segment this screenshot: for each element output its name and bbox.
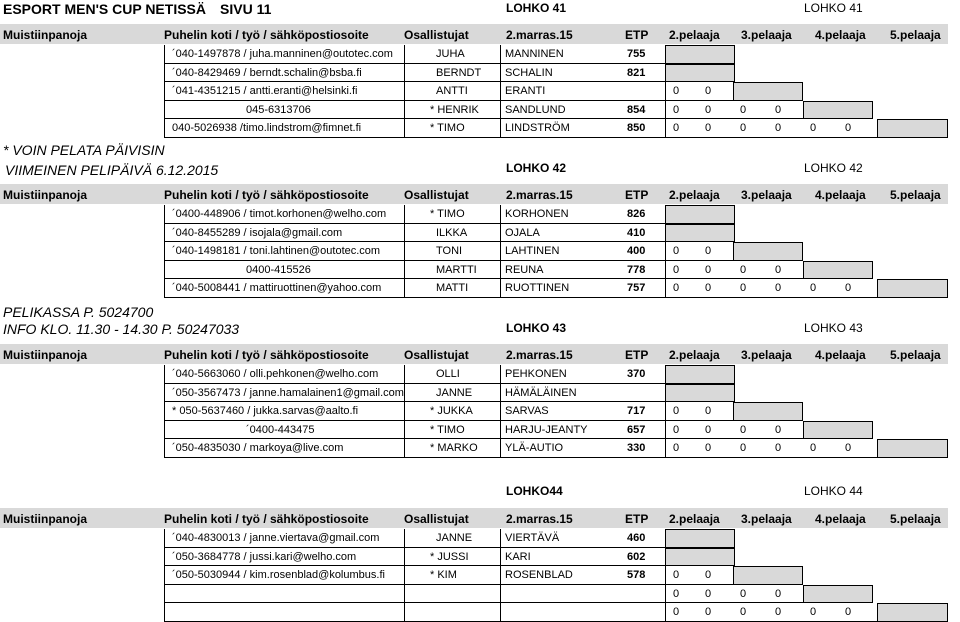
table-row xyxy=(0,529,948,547)
first-name-cell: JANNE xyxy=(436,532,473,544)
player-cell: 0 xyxy=(705,85,712,97)
note-line-3: PELIKASSA P. 5024700 xyxy=(3,304,154,320)
column-header: 4.pelaaja xyxy=(815,28,866,42)
last-name-cell: LAHTINEN xyxy=(505,245,560,257)
column-header: Muistiinpanoja xyxy=(3,188,87,202)
etp-cell: 0 xyxy=(673,405,680,417)
player-cell: 0 xyxy=(705,423,712,436)
grid-line xyxy=(164,457,895,458)
last-name-cell: SARVAS xyxy=(505,405,549,417)
lohko-label-right: LOHKO 44 xyxy=(804,484,863,498)
first-name-cell: * KIM xyxy=(430,569,457,581)
last-name-cell: RUOTTINEN xyxy=(505,282,570,294)
player-cell: 0 xyxy=(775,103,782,116)
player-cell: 0 xyxy=(845,442,852,454)
first-name-cell: * TIMO xyxy=(430,208,465,220)
column-header: 3.pelaaja xyxy=(741,188,792,202)
first-name-cell: BERNDT xyxy=(436,66,482,79)
contact-cell: ´041-4351215 / antti.eranti@helsinki.fi xyxy=(172,85,358,97)
lohko-label: LOHKO 42 xyxy=(506,161,567,175)
etp-cell: 0 xyxy=(673,245,680,257)
first-name-cell: MATTI xyxy=(436,282,469,294)
column-header: 3.pelaaja xyxy=(741,512,792,526)
first-name-cell: JUHA xyxy=(436,48,465,60)
contact-cell: 045-6313706 xyxy=(246,103,311,116)
contact-cell: * 050-5637460 / jukka.sarvas@aalto.fi xyxy=(172,405,359,417)
player-cell: 0 xyxy=(705,122,712,134)
contact-cell: 040-5026938 /timo.lindstrom@fimnet.fi xyxy=(172,122,362,134)
player-cell: 0 xyxy=(740,423,747,436)
contact-cell: ´040-1498181 / toni.lahtinen@outotec.com xyxy=(172,245,381,257)
grid-line xyxy=(164,297,895,298)
note-line-2: VIIMEINEN PELIPÄIVÄ 6.12.2015 xyxy=(5,162,219,178)
last-name-cell: OJALA xyxy=(505,226,540,239)
last-name-cell: REUNA xyxy=(505,263,544,276)
column-header: 2.marras.15 xyxy=(506,188,573,202)
player-cell: 0 xyxy=(740,587,747,600)
table-row xyxy=(0,119,948,137)
first-name-cell: * MARKO xyxy=(430,442,478,454)
column-header: Puhelin koti / työ / sähköpostiosoite xyxy=(164,188,369,202)
note-line-1: * VOIN PELATA PÄIVISIN xyxy=(3,142,165,158)
first-name-cell: * JUSSI xyxy=(430,550,469,563)
etp-cell: 0 xyxy=(673,606,680,618)
page-title: ESPORT MEN'S CUP NETISSÄ xyxy=(3,1,206,17)
first-name-cell: ILKKA xyxy=(436,226,468,239)
score-cell: 854 xyxy=(627,103,646,116)
contact-cell: ´040-4830013 / janne.viertava@gmail.com xyxy=(172,532,380,544)
score-cell: 400 xyxy=(627,245,646,257)
etp-cell: 0 xyxy=(673,442,680,454)
empty-slot xyxy=(665,224,735,243)
last-name-cell: PEHKONEN xyxy=(505,368,567,380)
player-cell: 0 xyxy=(740,282,747,294)
first-name-cell: * TIMO xyxy=(430,423,465,436)
table-row xyxy=(0,439,948,457)
empty-slot xyxy=(665,548,735,567)
score-cell: 657 xyxy=(627,423,646,436)
contact-cell: ´040-8455289 / isojala@gmail.com xyxy=(172,226,343,239)
column-header: 5.pelaaja xyxy=(890,512,941,526)
column-header: Osallistujat xyxy=(404,188,469,202)
empty-slot xyxy=(665,45,735,64)
empty-slot xyxy=(665,64,735,83)
player-cell: 0 xyxy=(740,263,747,276)
empty-slot xyxy=(665,205,735,224)
table-row xyxy=(0,603,948,621)
empty-slot xyxy=(665,529,735,548)
empty-slot xyxy=(803,261,873,280)
player-cell: 0 xyxy=(810,122,817,134)
player-cell: 0 xyxy=(705,263,712,276)
lohko-label: LOHKO 43 xyxy=(506,321,567,335)
player-cell: 0 xyxy=(740,122,747,134)
player-cell: 0 xyxy=(775,263,782,276)
table-row xyxy=(0,45,948,63)
column-header: 4.pelaaja xyxy=(815,188,866,202)
table-row xyxy=(0,224,948,242)
table-row xyxy=(0,384,948,402)
player-cell: 0 xyxy=(810,442,817,454)
score-cell: 410 xyxy=(627,226,646,239)
player-cell: 0 xyxy=(775,442,782,454)
etp-cell: 0 xyxy=(673,569,680,581)
player-cell: 0 xyxy=(845,282,852,294)
empty-slot xyxy=(665,384,735,403)
contact-cell: 0400-415526 xyxy=(246,263,311,276)
table-row xyxy=(0,365,948,383)
column-header: Puhelin koti / työ / sähköpostiosoite xyxy=(164,512,369,526)
lohko-label: LOHKO 41 xyxy=(506,1,567,15)
last-name-cell: ROSENBLAD xyxy=(505,569,573,581)
empty-slot xyxy=(803,101,873,120)
player-cell: 0 xyxy=(775,423,782,436)
last-name-cell: KARI xyxy=(505,550,531,563)
score-cell: 821 xyxy=(627,66,646,79)
last-name-cell: HARJU-JEANTY xyxy=(505,423,588,436)
column-header: 4.pelaaja xyxy=(815,512,866,526)
lohko-label-right: LOHKO 41 xyxy=(804,1,863,15)
empty-slot xyxy=(803,421,873,440)
contact-cell: ´050-4835030 / markoya@live.com xyxy=(172,442,344,454)
score-cell: 717 xyxy=(627,405,646,417)
empty-slot xyxy=(877,119,948,138)
contact-cell: ´050-3567473 / janne.hamalainen1@gmail.com xyxy=(172,386,404,399)
player-cell: 0 xyxy=(705,606,712,618)
player-cell: 0 xyxy=(705,245,712,257)
lohko-label-right: LOHKO 42 xyxy=(804,161,863,175)
column-header: Osallistujat xyxy=(404,28,469,42)
score-cell: 826 xyxy=(627,208,646,220)
lohko-label: LOHKO44 xyxy=(506,484,563,498)
column-header: Puhelin koti / työ / sähköpostiosoite xyxy=(164,28,369,42)
table-row xyxy=(0,82,948,100)
grid-line xyxy=(164,137,895,138)
player-cell: 0 xyxy=(740,606,747,618)
column-header: 3.pelaaja xyxy=(741,348,792,362)
first-name-cell: * JUKKA xyxy=(430,405,473,417)
column-header: Osallistujat xyxy=(404,348,469,362)
etp-cell: 0 xyxy=(673,103,680,116)
player-cell: 0 xyxy=(705,405,712,417)
etp-cell: 0 xyxy=(673,423,680,436)
etp-cell: 0 xyxy=(673,85,680,97)
lohko-label-right: LOHKO 43 xyxy=(804,321,863,335)
player-cell: 0 xyxy=(705,103,712,116)
first-name-cell: ANTTI xyxy=(436,85,468,97)
empty-slot xyxy=(733,242,803,261)
column-header: 2.marras.15 xyxy=(506,28,573,42)
etp-cell: 0 xyxy=(673,282,680,294)
column-header: 2.pelaaja xyxy=(669,188,720,202)
first-name-cell: * HENRIK xyxy=(430,103,479,116)
score-cell: 757 xyxy=(627,282,646,294)
column-header: Muistiinpanoja xyxy=(3,348,87,362)
column-header: Muistiinpanoja xyxy=(3,28,87,42)
player-cell: 0 xyxy=(810,282,817,294)
first-name-cell: TONI xyxy=(436,245,463,257)
empty-slot xyxy=(733,82,803,101)
page-subtitle: SIVU 11 xyxy=(220,1,272,17)
table-header xyxy=(0,508,948,528)
player-cell: 0 xyxy=(705,587,712,600)
last-name-cell: YLÄ-AUTIO xyxy=(505,442,564,454)
player-cell: 0 xyxy=(705,569,712,581)
table-row xyxy=(0,402,948,420)
score-cell: 755 xyxy=(627,48,646,60)
player-cell: 0 xyxy=(775,587,782,600)
contact-cell: ´040-8429469 / berndt.schalin@bsba.fi xyxy=(172,66,362,79)
first-name-cell: * TIMO xyxy=(430,122,465,134)
table-row xyxy=(0,566,948,584)
last-name-cell: ERANTI xyxy=(505,85,546,97)
contact-cell: ´0400-448906 / timot.korhonen@welho.com xyxy=(172,208,387,220)
table-header xyxy=(0,184,948,204)
score-cell: 778 xyxy=(627,263,646,276)
last-name-cell: VIERTÄVÄ xyxy=(505,532,560,544)
empty-slot xyxy=(877,603,948,622)
etp-cell: 0 xyxy=(673,263,680,276)
column-header: ETP xyxy=(625,188,649,202)
table-row xyxy=(0,279,948,297)
table-header xyxy=(0,344,948,364)
player-cell: 0 xyxy=(775,606,782,618)
player-cell: 0 xyxy=(810,606,817,618)
table-row xyxy=(0,205,948,223)
contact-cell: ´0400-443475 xyxy=(246,423,315,436)
empty-slot xyxy=(665,365,735,384)
empty-slot xyxy=(877,439,948,458)
last-name-cell: HÄMÄLÄINEN xyxy=(505,386,577,399)
column-header: ETP xyxy=(625,512,649,526)
empty-slot xyxy=(733,402,803,421)
grid-line xyxy=(164,621,895,622)
etp-cell: 0 xyxy=(673,122,680,134)
column-header: 2.pelaaja xyxy=(669,512,720,526)
column-header: 2.pelaaja xyxy=(669,28,720,42)
player-cell: 0 xyxy=(705,282,712,294)
last-name-cell: MANNINEN xyxy=(505,48,564,60)
column-header: ETP xyxy=(625,28,649,42)
column-header: Puhelin koti / työ / sähköpostiosoite xyxy=(164,348,369,362)
player-cell: 0 xyxy=(845,122,852,134)
column-header: ETP xyxy=(625,348,649,362)
column-header: 3.pelaaja xyxy=(741,28,792,42)
column-header: 5.pelaaja xyxy=(890,188,941,202)
player-cell: 0 xyxy=(775,282,782,294)
last-name-cell: LINDSTRÖM xyxy=(505,122,570,134)
last-name-cell: SANDLUND xyxy=(505,103,566,116)
score-cell: 602 xyxy=(627,550,646,563)
score-cell: 330 xyxy=(627,442,646,454)
score-cell: 370 xyxy=(627,368,646,380)
column-header: 2.marras.15 xyxy=(506,512,573,526)
column-header: Muistiinpanoja xyxy=(3,512,87,526)
empty-slot xyxy=(733,566,803,585)
contact-cell: ´040-5663060 / olli.pehkonen@welho.com xyxy=(172,368,379,380)
first-name-cell: OLLI xyxy=(436,368,460,380)
player-cell: 0 xyxy=(775,122,782,134)
player-cell: 0 xyxy=(740,442,747,454)
score-cell: 578 xyxy=(627,569,646,581)
empty-slot xyxy=(803,585,873,604)
score-cell: 850 xyxy=(627,122,646,134)
empty-slot xyxy=(877,279,948,298)
last-name-cell: KORHONEN xyxy=(505,208,569,220)
column-header: 5.pelaaja xyxy=(890,28,941,42)
contact-cell: ´040-5008441 / mattiruottinen@yahoo.com xyxy=(172,282,382,294)
column-header: Osallistujat xyxy=(404,512,469,526)
first-name-cell: JANNE xyxy=(436,386,473,399)
first-name-cell: MARTTI xyxy=(436,263,477,276)
etp-cell: 0 xyxy=(673,587,680,600)
column-header: 2.pelaaja xyxy=(669,348,720,362)
table-row xyxy=(0,242,948,260)
score-cell: 460 xyxy=(627,532,646,544)
column-header: 4.pelaaja xyxy=(815,348,866,362)
column-header: 2.marras.15 xyxy=(506,348,573,362)
column-header: 5.pelaaja xyxy=(890,348,941,362)
contact-cell: ´040-1497878 / juha.manninen@outotec.com xyxy=(172,48,393,60)
contact-cell: ´050-5030944 / kim.rosenblad@kolumbus.fi xyxy=(172,569,385,581)
note-line-4: INFO KLO. 11.30 - 14.30 P. 50247033 xyxy=(3,321,240,337)
last-name-cell: SCHALIN xyxy=(505,66,553,79)
player-cell: 0 xyxy=(845,606,852,618)
table-row xyxy=(0,64,948,82)
table-header xyxy=(0,24,948,44)
table-row xyxy=(0,548,948,566)
player-cell: 0 xyxy=(705,442,712,454)
contact-cell: ´050-3684778 / jussi.kari@welho.com xyxy=(172,550,357,563)
player-cell: 0 xyxy=(740,103,747,116)
